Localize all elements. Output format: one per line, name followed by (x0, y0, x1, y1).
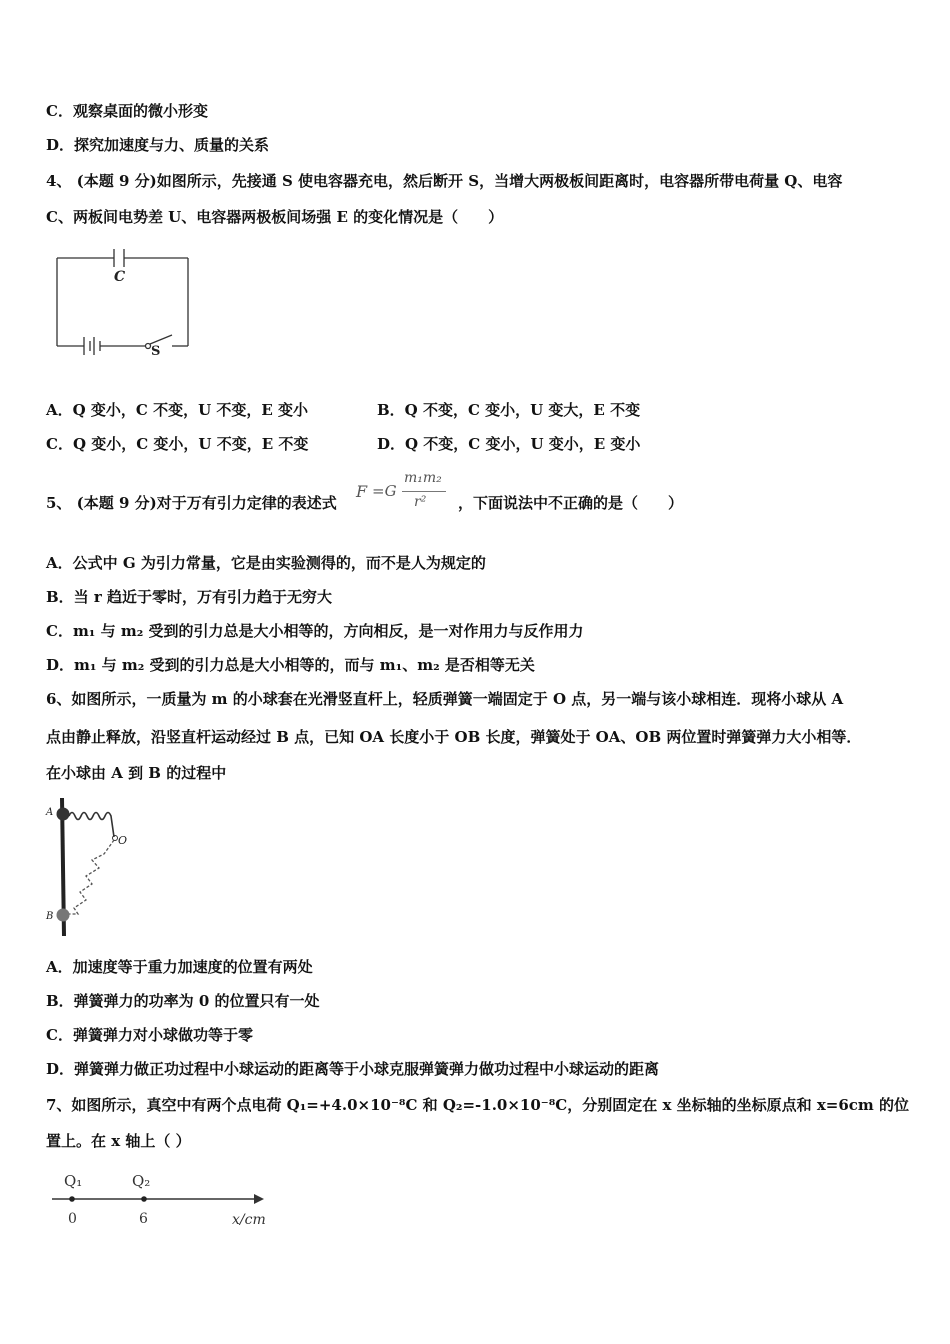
q5-option-d: D．m₁ 与 m₂ 受到的引力总是大小相等的，而与 m₁、m₂ 是否相等无关 (46, 656, 535, 674)
label-o: O (118, 834, 128, 847)
q3-option-c: C．观察桌面的微小形变 (46, 102, 208, 120)
tick-0: 0 (68, 1211, 77, 1227)
x-axis-charges-figure (48, 1168, 278, 1232)
q7-stem-line1: 7、如图所示，真空中有两个点电荷 Q₁=+4.0×10⁻⁸C 和 Q₂=-1.0×10⁻⁸C，分别固定在 x 坐标轴的坐标原点和 x=6cm 的位 (46, 1096, 910, 1114)
switch-label: S (151, 344, 161, 359)
q4-option-a: A．Q 变小，C 不变，U 不变，E 变小 (46, 401, 309, 419)
q2-label: Q₂ (132, 1172, 151, 1190)
q6-option-d: D．弹簧弹力做正功过程中小球运动的距离等于小球克服弹簧弹力做功过程中小球运动的距离 (46, 1060, 660, 1078)
formula-numerator: m₁m₂ (404, 470, 442, 486)
axis-label: x/cm (232, 1212, 266, 1228)
spring-rod-figure (44, 796, 154, 944)
gravitation-formula (352, 472, 450, 514)
q6-option-a: A．加速度等于重力加速度的位置有两处 (46, 958, 313, 976)
q5-option-b: B．当 r 趋近于零时，万有引力趋于无穷大 (46, 588, 333, 606)
capacitor-circuit-figure (50, 246, 200, 362)
q7-stem-line2: 置上。在 x 轴上（ ） (46, 1132, 191, 1150)
q6-stem-line2: 点由静止释放，沿竖直杆运动经过 B 点，已知 OA 长度小于 OB 长度，弹簧处于 OA、OB 两位置时弹簧弹力大小相等． (46, 728, 862, 746)
q4-stem-line1: 4、 (本题 9 分)如图所示，先接通 S 使电容器充电，然后断开 S，当增大两极板间距离时，电容器所带电荷量 Q、电容 (46, 172, 843, 190)
tick-6: 6 (139, 1211, 148, 1227)
q5-option-a: A．公式中 G 为引力常量，它是由实验测得的，而不是人为规定的 (46, 554, 486, 572)
q4-option-d: D．Q 不变，C 变小，U 变小，E 变小 (377, 435, 641, 453)
q6-option-c: C．弹簧弹力对小球做功等于零 (46, 1026, 253, 1044)
q6-stem-line1: 6、如图所示，一质量为 m 的小球套在光滑竖直杆上，轻质弹簧一端固定于 O 点，另一端与该小球相连．现将小球从 A (46, 690, 844, 708)
q6-option-b: B．弹簧弹力的功率为 0 的位置只有一处 (46, 992, 320, 1010)
label-b: B (46, 911, 54, 922)
q5-stem-post: ，下面说法中不正确的是（ ） (458, 494, 684, 512)
formula-lhs: F (356, 482, 368, 501)
q4-stem-line2: C、两板间电势差 U、电容器两极板间场强 E 的变化情况是（ ） (46, 208, 504, 226)
formula-denominator: r² (414, 494, 427, 510)
q4-option-c: C．Q 变小，C 变小，U 不变，E 不变 (46, 435, 309, 453)
q1-label: Q₁ (64, 1172, 83, 1190)
q3-option-d: D．探究加速度与力、质量的关系 (46, 136, 270, 154)
q4-option-b: B．Q 不变，C 变小，U 变大，E 不变 (377, 401, 641, 419)
formula-eq: =G (372, 482, 397, 500)
q5-option-c: C．m₁ 与 m₂ 受到的引力总是大小相等的，方向相反，是一对作用力与反作用力 (46, 622, 584, 640)
q6-stem-line3: 在小球由 A 到 B 的过程中 (46, 764, 227, 782)
q5-stem-pre: 5、 (本题 9 分)对于万有引力定律的表述式 (46, 494, 337, 512)
label-a: A (46, 807, 54, 818)
capacitor-label: C (114, 269, 126, 285)
